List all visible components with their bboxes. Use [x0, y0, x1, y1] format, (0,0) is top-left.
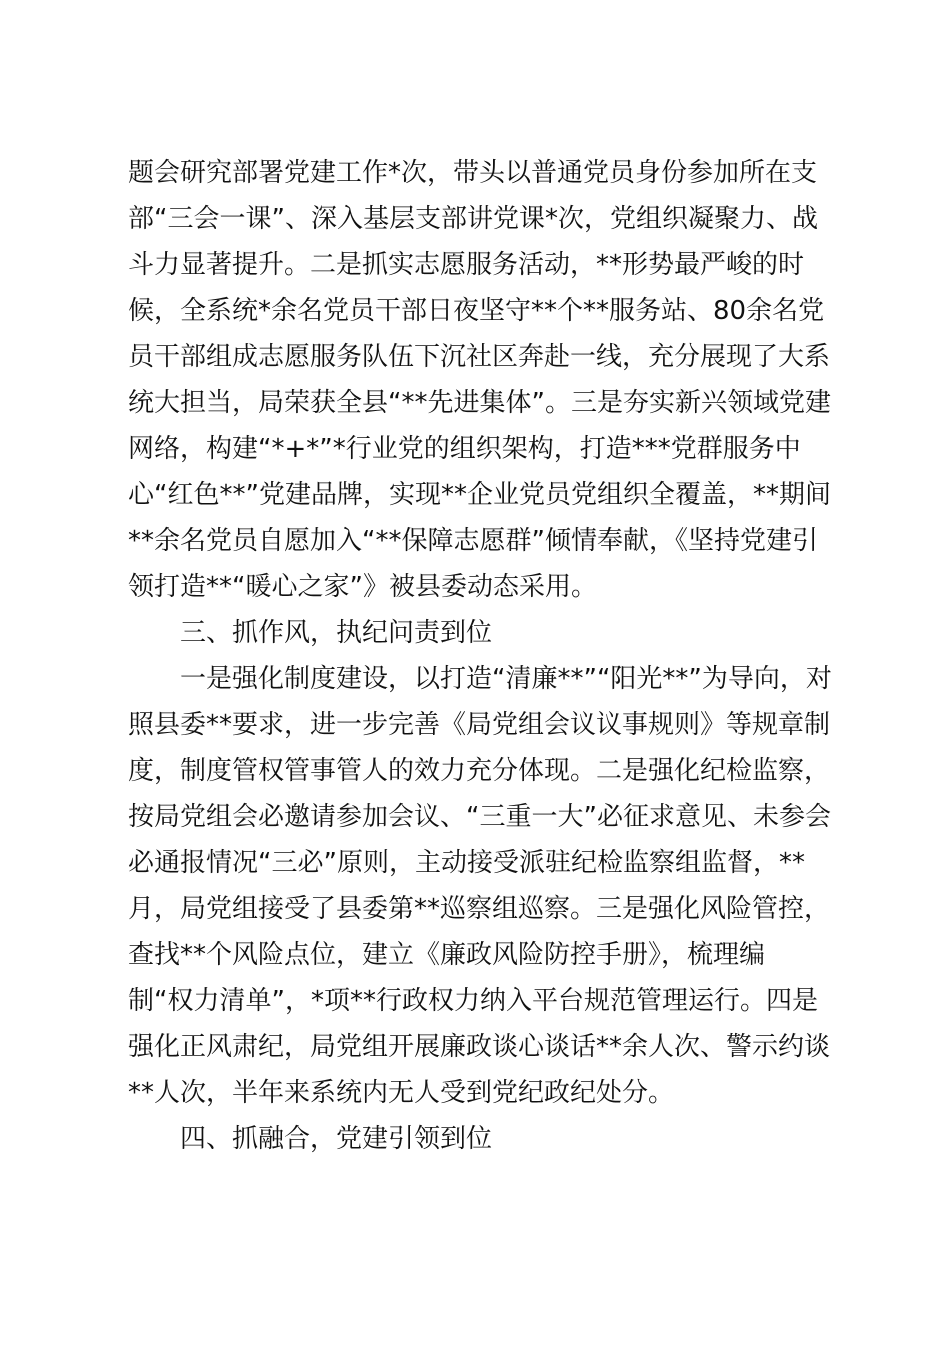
- text-line-10: 领打造**“暖心之家”》被县委动态采用。: [128, 572, 597, 602]
- text-line-2: 部“三会一课”、深入基层支部讲党课*次，党组织凝聚力、战: [128, 204, 818, 234]
- text-line-17: 月，局党组接受了县委第**巡察组巡察。三是强化风险管控，: [128, 894, 831, 924]
- text-line-16: 必通报情况“三必”原则，主动接受派驻纪检监察组监督，**: [128, 848, 805, 878]
- text-line-5: 员干部组成志愿服务队伍下沉社区奔赴一线，充分展现了大系: [128, 342, 831, 372]
- text-line-21: **人次，半年来系统内无人受到党纪政纪处分。: [128, 1078, 675, 1108]
- text-line-6: 统大担当，局荣获全县“**先进集体”。三是夯实新兴领域党建: [128, 388, 831, 418]
- text-line-9: **余名党员自愿加入“**保障志愿群”倾情奉献，《坚持党建引: [128, 526, 818, 556]
- section-heading-3: 三、抓作风，执纪问责到位: [180, 618, 493, 648]
- paragraph-first-line: 一是强化制度建设，以打造“清廉**”“阳光**”为导向，对: [180, 664, 832, 694]
- text-line-8: 心“红色**”党建品牌，实现**企业党员党组织全覆盖，**期间: [128, 480, 831, 510]
- text-line-18: 查找**个风险点位，建立《廉政风险防控手册》，梳理编: [128, 940, 766, 970]
- text-line-4: 候，全系统*余名党员干部日夜坚守**个**服务站、80余名党: [128, 296, 825, 326]
- text-line-7: 网络，构建“*+*”*行业党的组织架构，打造***党群服务中: [128, 434, 801, 464]
- text-line-19: 制“权力清单”，*项**行政权力纳入平台规范管理运行。四是: [128, 986, 818, 1016]
- text-line-15: 按局党组会必邀请参加会议、“三重一大”必征求意见、未参会: [128, 802, 831, 832]
- text-line-1: 题会研究部署党建工作*次，带头以普通党员身份参加所在支: [128, 158, 818, 188]
- text-line-3: 斗力显著提升。二是抓实志愿服务活动，**形势最严峻的时: [128, 250, 805, 280]
- section-heading-4: 四、抓融合，党建引领到位: [180, 1124, 493, 1154]
- text-line-14: 度，制度管权管事管人的效力充分体现。二是强化纪检监察，: [128, 756, 831, 786]
- text-line-20: 强化正风肃纪，局党组开展廉政谈心谈话**余人次、警示约谈: [128, 1032, 831, 1062]
- text-line-13: 照县委**要求，进一步完善《局党组会议议事规则》等规章制: [128, 710, 831, 740]
- document-body: [128, 150, 832, 1162]
